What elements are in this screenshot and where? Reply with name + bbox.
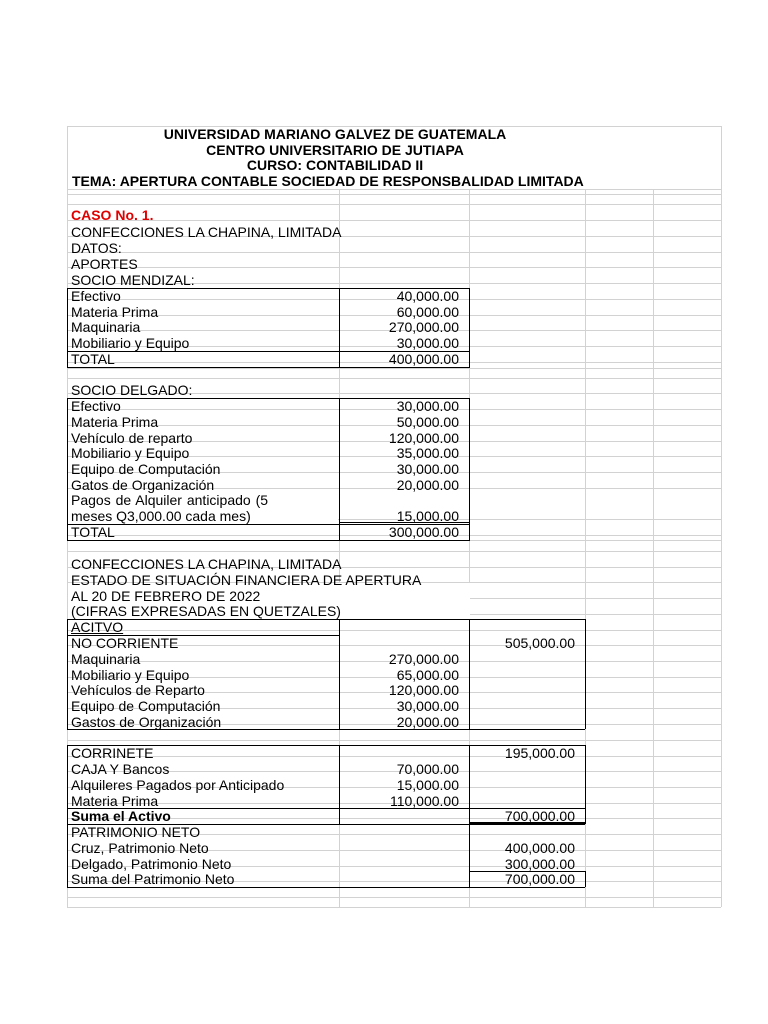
row-gridline — [67, 252, 721, 253]
row-gridline — [67, 368, 721, 369]
row-gridline — [67, 204, 721, 205]
list-item-name: Materia Prima — [71, 414, 159, 430]
statement-company: CONFECCIONES LA CHAPINA, LIMITADA — [71, 556, 342, 572]
border-line — [67, 398, 68, 540]
row-gridline — [67, 267, 721, 268]
border-line — [67, 367, 470, 368]
list-item-name: Delgado, Patrimonio Neto — [71, 856, 232, 872]
border-line — [67, 540, 470, 541]
list-item-name: CAJA Y Bancos — [71, 761, 170, 777]
list-item-name: Cruz, Patrimonio Neto — [71, 840, 209, 856]
row-gridline — [67, 756, 721, 757]
list-item-amount: 270,000.00 — [388, 319, 459, 335]
list-item-amount: 30,000.00 — [396, 398, 459, 414]
list-item-name: Mobiliario y Equipo — [71, 667, 190, 683]
list-item-name: Vehículos de Reparto — [71, 682, 205, 698]
list-item-amount: 30,000.00 — [396, 698, 459, 714]
list-item-amount: 300,000.00 — [504, 856, 575, 872]
border-line — [585, 745, 586, 808]
list-item-name: Mobiliario y Equipo — [71, 335, 190, 351]
list-item-amount: 120,000.00 — [388, 430, 459, 446]
row-gridline — [67, 189, 721, 190]
prepaid-line-1: Pagos de Alquiler anticipado (5 — [71, 492, 269, 508]
border-line — [67, 745, 68, 808]
total-label: TOTAL — [71, 524, 115, 540]
border-line — [469, 887, 585, 888]
border-line — [67, 619, 585, 620]
socio-mendizal-label: SOCIO MENDIZAL: — [71, 272, 195, 288]
prepaid-amount: 15,000.00 — [396, 508, 459, 524]
border-line — [585, 619, 586, 729]
row-gridline — [67, 551, 721, 552]
list-item-name: Materia Prima — [71, 304, 159, 320]
list-item-name: Equipo de Computación — [71, 698, 221, 714]
list-item-amount: 50,000.00 — [396, 414, 459, 430]
no-corriente-total: 505,000.00 — [504, 635, 575, 651]
list-item-amount: 270,000.00 — [388, 651, 459, 667]
header-line-1: UNIVERSIDAD MARIANO GALVEZ DE GUATEMALA — [163, 126, 507, 142]
list-item-amount: 30,000.00 — [396, 461, 459, 477]
list-item-name: Equipo de Computación — [71, 461, 221, 477]
column-gridline — [653, 126, 654, 907]
list-item-name: Efectivo — [71, 288, 121, 304]
list-item-amount: 30,000.00 — [396, 335, 459, 351]
suma-activo-label: Suma el Activo — [71, 808, 171, 824]
border-line — [469, 288, 470, 367]
case-datos: DATOS: — [71, 240, 122, 256]
header-line-2: CENTRO UNIVERSITARIO DE JUTIAPA — [206, 142, 464, 158]
list-item-amount: 65,000.00 — [396, 667, 459, 683]
list-item-name: Mobiliario y Equipo — [71, 445, 190, 461]
total-label: TOTAL — [71, 351, 115, 367]
list-item-amount: 20,000.00 — [396, 714, 459, 730]
row-gridline — [67, 740, 721, 741]
border-line — [469, 398, 470, 540]
row-gridline — [67, 897, 721, 898]
row-gridline — [67, 194, 721, 195]
activo-label: ACITVO — [71, 619, 124, 635]
suma-activo-amount: 700,000.00 — [504, 808, 575, 824]
case-company: CONFECCIONES LA CHAPINA, LIMITADA — [71, 224, 342, 240]
header-line-4: TEMA: APERTURA CONTABLE SOCIEDAD DE RESPONSBALIDAD LIMITADA — [72, 173, 584, 189]
corriente-total: 195,000.00 — [504, 745, 575, 761]
list-item-name: Gastos de Organización — [71, 714, 222, 730]
border-line — [67, 808, 68, 824]
list-item-amount: 15,000.00 — [396, 777, 459, 793]
list-item-amount: 70,000.00 — [396, 761, 459, 777]
list-item-amount: 40,000.00 — [396, 288, 459, 304]
border-line — [67, 824, 68, 887]
suma-patrimonio-label: Suma del Patrimonio Neto — [71, 871, 235, 887]
list-item-name: Alquileres Pagados por Anticipado — [71, 777, 285, 793]
list-item-name: Vehículo de reparto — [71, 430, 193, 446]
border-line — [585, 808, 586, 824]
statement-note: (CIFRAS EXPRESADAS EN QUETZALES) — [71, 603, 341, 619]
patrimonio-label: PATRIMONIO NETO — [71, 824, 201, 840]
row-gridline — [67, 220, 721, 221]
list-item-amount: 20,000.00 — [396, 477, 459, 493]
statement-date: AL 20 DE FEBRERO DE 2022 — [71, 588, 261, 604]
suma-patrimonio-amount: 700,000.00 — [504, 871, 575, 887]
row-gridline — [67, 907, 721, 908]
column-gridline — [721, 126, 722, 907]
case-title: CASO No. 1. — [71, 207, 154, 223]
list-item-name: Materia Prima — [71, 793, 159, 809]
list-item-amount: 60,000.00 — [396, 304, 459, 320]
list-item-name: Efectivo — [71, 398, 121, 414]
spreadsheet — [67, 126, 721, 907]
total-amount: 400,000.00 — [388, 351, 459, 367]
list-item-name: Gatos de Organización — [71, 477, 215, 493]
no-corriente-label: NO CORRIENTE — [71, 635, 179, 651]
total-amount: 300,000.00 — [388, 524, 459, 540]
list-item-name: Maquinaria — [71, 319, 141, 335]
socio-delgado-label: SOCIO DELGADO: — [71, 382, 193, 398]
list-item-amount: 110,000.00 — [389, 793, 459, 809]
prepaid-line-2: meses Q3,000.00 cada mes) — [71, 508, 251, 524]
list-item-name: Maquinaria — [71, 651, 141, 667]
border-line — [67, 887, 470, 888]
corriente-label: CORRINETE — [71, 745, 154, 761]
border-line — [67, 288, 68, 367]
list-item-amount: 120,000.00 — [388, 682, 459, 698]
list-item-amount: 35,000.00 — [396, 445, 459, 461]
header-line-3: CURSO: CONTABILIDAD II — [246, 157, 424, 173]
statement-title: ESTADO DE SITUACIÓN FINANCIERA DE APERTURA — [71, 572, 422, 588]
border-line — [67, 619, 68, 729]
list-item-amount: 400,000.00 — [504, 840, 575, 856]
row-gridline — [67, 630, 721, 631]
row-gridline — [67, 378, 721, 379]
border-line — [585, 871, 586, 887]
case-aportes: APORTES — [71, 256, 138, 272]
